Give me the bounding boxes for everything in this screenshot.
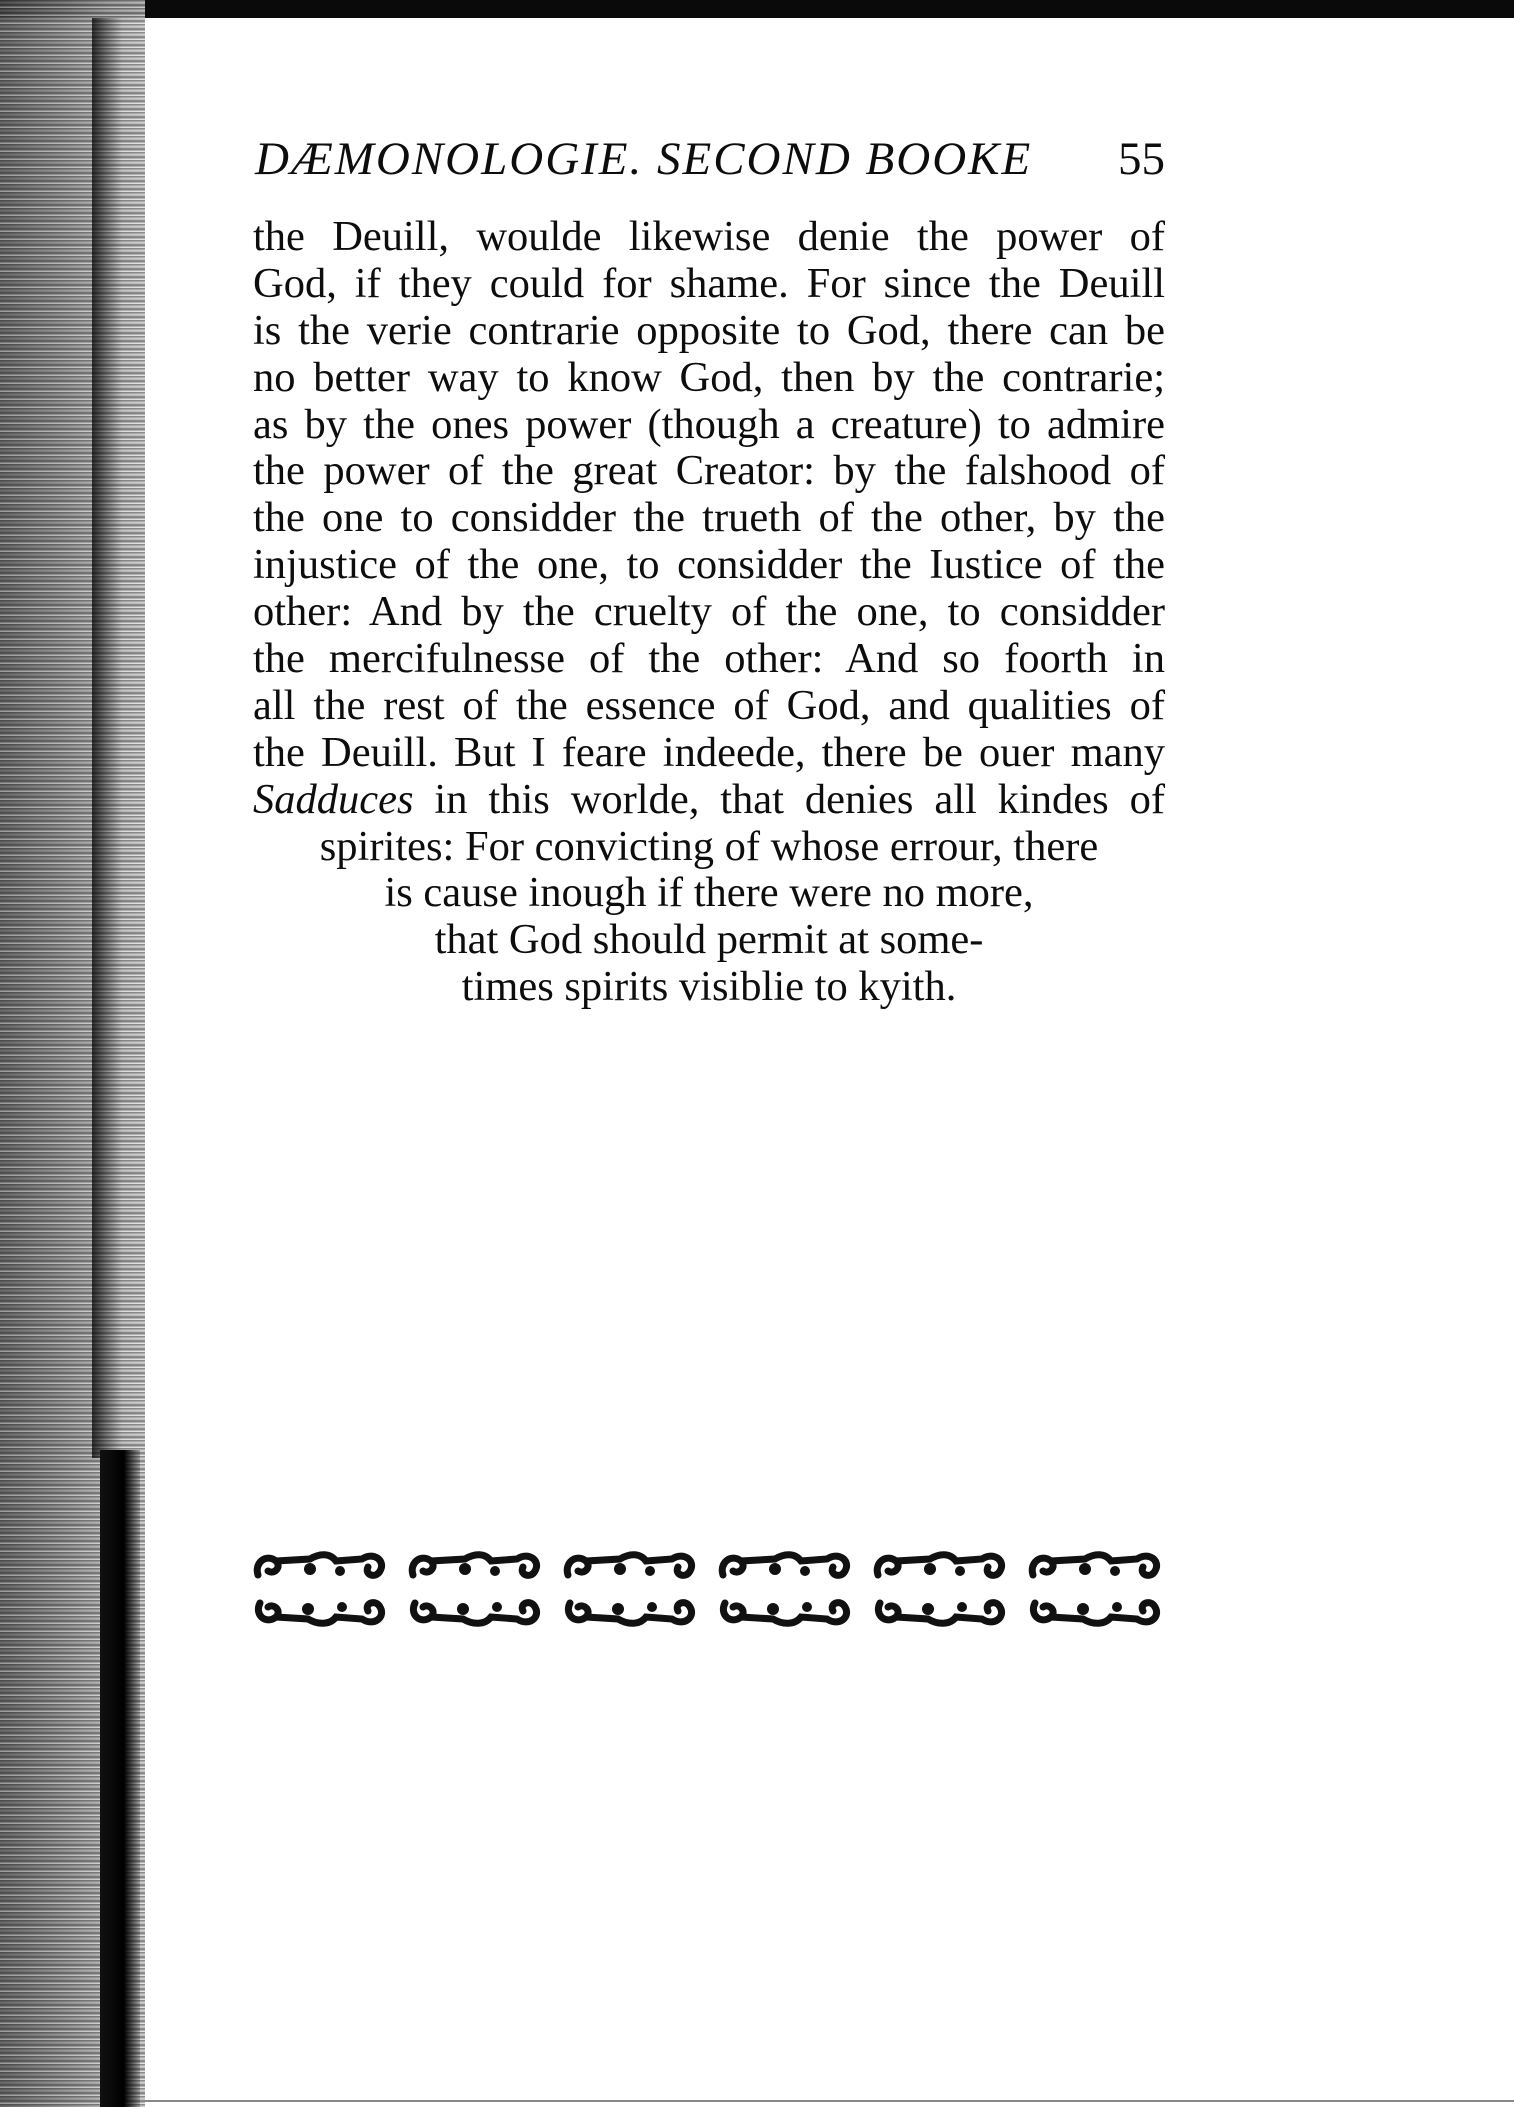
text-line-rest: in this worlde, that denies all kindes of [413, 775, 1165, 823]
text-line: other: And by the cruelty of the one, to considder [253, 588, 1165, 636]
gutter-shadow-lower [100, 1450, 140, 2107]
scroll-ornament-icon [250, 1545, 390, 1589]
text-line: the one to considder the trueth of the other, by the [253, 494, 1165, 542]
running-head-title: DÆMONOLOGIE. SECOND BOOKE [255, 133, 1033, 185]
text-line: no better way to know God, then by the contrarie; [253, 353, 1165, 401]
ornament-row-bottom [250, 1589, 1165, 1633]
scroll-ornament-icon [560, 1589, 700, 1633]
tail-line: spirites: For convicting of whose errour, there [319, 822, 1099, 870]
text-line: God, if they could for shame. For since the Deuill [253, 259, 1165, 307]
scroll-ornament-icon [870, 1545, 1010, 1589]
text-line: all the rest of the essence of God, and qualities of [253, 681, 1165, 729]
running-head [255, 132, 1165, 186]
scroll-ornament-icon [250, 1589, 390, 1633]
ornamental-border [250, 1545, 1165, 1635]
text-line: the mercifulnesse of the other: And so foorth in [253, 635, 1165, 683]
italic-word-sadduces: Sadduces [253, 775, 414, 823]
ornament-row-top [250, 1545, 1165, 1589]
tail-line: times spirits visiblie to kyith. [461, 963, 957, 1011]
text-line: is the verie contrarie opposite to God, there can be [253, 306, 1165, 354]
scroll-ornament-icon [715, 1589, 855, 1633]
text-line: as by the ones power (though a creature) to admire [253, 400, 1165, 448]
tail-line: that God should permit at some- [434, 916, 984, 964]
scan-top-border [0, 0, 1514, 18]
tail-line: is cause inough if there were no more, [384, 869, 1034, 917]
scroll-ornament-icon [870, 1589, 1010, 1633]
scroll-ornament-icon [715, 1545, 855, 1589]
text-line-sadduces [253, 777, 1165, 824]
text-line: the Deuill, woulde likewise denie the power of [253, 213, 1165, 260]
scroll-ornament-icon [405, 1589, 545, 1633]
scroll-ornament-icon [1025, 1545, 1165, 1589]
text-line: injustice of the one, to considder the Iustice of the [253, 541, 1165, 589]
text-line: the power of the great Creator: by the falshood of [253, 447, 1165, 495]
page-number: 55 [1118, 133, 1165, 185]
scroll-ornament-icon [405, 1545, 545, 1589]
scan-bottom-border [145, 2100, 1514, 2102]
gutter-shadow [92, 18, 122, 1458]
scroll-ornament-icon [560, 1545, 700, 1589]
scroll-ornament-icon [1025, 1589, 1165, 1633]
text-line: the Deuill. But I feare indeede, there be ouer many [253, 728, 1165, 776]
body-text [253, 214, 1165, 1011]
